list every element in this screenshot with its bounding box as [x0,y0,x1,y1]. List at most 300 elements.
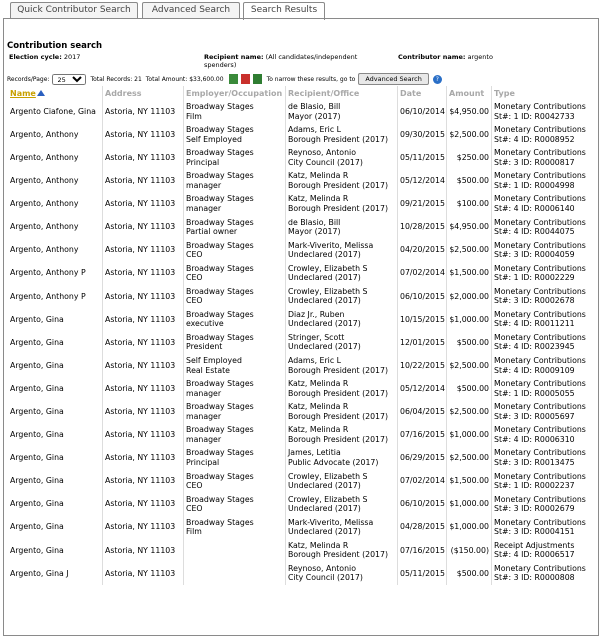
cell-recipient [286,169,398,192]
occupation-line: manager [186,411,222,421]
cell-type [492,354,587,377]
recipient-label: Recipient name: [204,53,264,61]
cell-type [492,262,587,285]
recipient-line[interactable]: Adams, Eric L [288,356,341,366]
cell-type [492,123,587,146]
print-icon[interactable] [229,74,238,84]
results-table [9,86,586,585]
occupation-line: CEO [186,250,203,260]
statement-id-line: St#: 1 ID: R0004998 [494,180,575,190]
employer-line: Broadway Stages [186,517,254,527]
sort-ascending-icon[interactable] [37,90,45,96]
statement-id-line: St#: 3 ID: R0004151 [494,527,575,537]
table-row [9,539,586,562]
table-row [9,123,586,146]
recipient-line[interactable]: Katz, Melinda R [288,425,349,435]
office-line: Undeclared (2017) [288,319,361,329]
type-line: Monetary Contributions [494,240,586,250]
tab-advanced-search[interactable]: Advanced Search [142,2,240,18]
cell-employer [184,400,286,423]
recipient-line[interactable]: Mark-Viverito, Melissa [288,240,374,250]
cell-type [492,100,587,123]
recipient-line[interactable]: James, Letitia [288,448,341,458]
recipient-line[interactable]: Katz, Melinda R [288,379,349,389]
occupation-line: manager [186,203,222,213]
column-header-amount[interactable]: Amount [447,86,492,100]
employer-line: Broadway Stages [186,240,254,250]
cell-employer [184,192,286,215]
statement-id-line: St#: 4 ID: R0006517 [494,550,575,560]
recipient-line[interactable]: Katz, Melinda R [288,540,349,550]
cell-address: Astoria, NY 11103 [103,446,184,469]
results-toolbar [7,72,442,86]
type-line: Monetary Contributions [494,171,586,181]
cell-type [492,146,587,169]
cell-date: 07/16/2015 [398,423,447,446]
cell-type [492,377,587,400]
cell-amount: $100.00 [447,192,492,215]
occupation-line: CEO [186,296,203,306]
occupation-line: Principal [186,457,220,467]
cell-recipient [286,446,398,469]
cell-date: 05/12/2014 [398,169,447,192]
recipient-line[interactable]: Katz, Melinda R [288,194,349,204]
cell-address: Astoria, NY 11103 [103,169,184,192]
office-line: City Council (2017) [288,573,363,583]
employer-line: Broadway Stages [186,263,254,273]
cell-date: 06/10/2015 [398,285,447,308]
cell-recipient [286,215,398,238]
table-row [9,285,586,308]
type-line: Monetary Contributions [494,148,586,158]
cell-type [492,423,587,446]
cell-address: Astoria, NY 11103 [103,285,184,308]
recipient-line[interactable]: de Blasio, Bill [288,102,341,112]
tab-search-results[interactable]: Search Results [243,2,325,20]
occupation-line: manager [186,434,222,444]
occupation-line: CEO [186,504,203,514]
employer-line: Broadway Stages [186,102,254,112]
type-line: Monetary Contributions [494,217,586,227]
cell-name[interactable]: Argento, Gina [9,539,103,562]
recipient-line[interactable]: Katz, Melinda R [288,402,349,412]
table-row [9,354,586,377]
cell-name[interactable]: Argento, Anthony [9,215,103,238]
cell-date: 10/22/2015 [398,354,447,377]
cell-employer [184,470,286,493]
office-line: Undeclared (2017) [288,296,361,306]
cell-employer [184,308,286,331]
cell-address: Astoria, NY 11103 [103,562,184,585]
advanced-search-button[interactable]: Advanced Search [358,73,429,85]
narrow-results-text: To narrow these results, go to [266,75,356,83]
cell-amount: $2,000.00 [447,285,492,308]
recipient-line[interactable]: Crowley, Elizabeth S [288,263,368,273]
cell-amount: $1,000.00 [447,423,492,446]
employer-line: Broadway Stages [186,309,254,319]
column-header-date[interactable]: Date [398,86,447,100]
cell-employer [184,377,286,400]
recipient-line[interactable]: Reynoso, Antonio [288,563,356,573]
cell-type [492,169,587,192]
cell-type [492,516,587,539]
cell-name[interactable]: Argento, Gina [9,446,103,469]
type-line: Monetary Contributions [494,356,586,366]
cell-date: 04/28/2015 [398,516,447,539]
type-line: Monetary Contributions [494,379,586,389]
cell-date: 10/15/2015 [398,308,447,331]
cell-amount: $500.00 [447,562,492,585]
cell-recipient [286,493,398,516]
cell-recipient [286,331,398,354]
cell-address: Astoria, NY 11103 [103,377,184,400]
cell-name[interactable]: Argento Ciafone, Gina [9,100,103,123]
cell-amount: $4,950.00 [447,215,492,238]
cell-employer [184,123,286,146]
cell-amount: $2,500.00 [447,123,492,146]
cell-employer [184,562,286,585]
type-line: Monetary Contributions [494,563,586,573]
cell-recipient [286,308,398,331]
cell-employer [184,146,286,169]
cell-date: 05/12/2014 [398,377,447,400]
statement-id-line: St#: 3 ID: R0002678 [494,296,575,306]
table-row [9,562,586,585]
cell-address: Astoria, NY 11103 [103,470,184,493]
statement-id-line: St#: 3 ID: R0000808 [494,573,575,583]
cell-employer [184,423,286,446]
employer-line: Broadway Stages [186,286,254,296]
table-row [9,192,586,215]
cell-address: Astoria, NY 11103 [103,146,184,169]
table-row [9,377,586,400]
type-line: Monetary Contributions [494,263,586,273]
cell-type [492,400,587,423]
recipient-line[interactable]: Crowley, Elizabeth S [288,471,368,481]
cell-type [492,446,587,469]
cell-employer [184,331,286,354]
office-line: Mayor (2017) [288,111,341,121]
excel-icon[interactable] [253,74,262,84]
office-line: Undeclared (2017) [288,504,361,514]
cell-amount: $500.00 [447,331,492,354]
cell-address: Astoria, NY 11103 [103,539,184,562]
cell-type [492,239,587,262]
statement-id-line: St#: 4 ID: R0006140 [494,203,575,213]
cell-amount: $1,000.00 [447,493,492,516]
column-header-recipient[interactable]: Recipient/Office [286,86,398,100]
office-line: Undeclared (2017) [288,481,361,491]
cell-name[interactable]: Argento, Anthony [9,123,103,146]
table-row [9,400,586,423]
records-per-page-select[interactable] [52,74,86,85]
table-row [9,446,586,469]
table-row [9,239,586,262]
cell-date: 04/20/2015 [398,239,447,262]
cell-address: Astoria, NY 11103 [103,308,184,331]
cell-name[interactable]: Argento, Anthony [9,239,103,262]
occupation-line: Self Employed [186,134,242,144]
recipient-line[interactable]: Stringer, Scott [288,332,345,342]
cell-address: Astoria, NY 11103 [103,493,184,516]
cell-type [492,331,587,354]
statement-id-line: St#: 4 ID: R0023945 [494,342,575,352]
employer-line: Broadway Stages [186,471,254,481]
office-line: Borough President (2017) [288,388,389,398]
pdf-icon[interactable] [241,74,250,84]
cell-recipient [286,516,398,539]
cell-amount: $2,500.00 [447,354,492,377]
total-records: Total Records: 21 [90,75,142,83]
employer-line: Broadway Stages [186,217,254,227]
occupation-line: Partial owner [186,227,238,237]
recipient-criteria [204,53,379,69]
cell-address: Astoria, NY 11103 [103,123,184,146]
cell-date: 06/10/2014 [398,100,447,123]
occupation-line: CEO [186,481,203,491]
cell-name[interactable]: Argento, Gina [9,377,103,400]
cell-name[interactable]: Argento, Gina [9,354,103,377]
cell-name[interactable]: Argento, Gina [9,516,103,539]
cell-name[interactable]: Argento, Anthony [9,146,103,169]
recipient-line[interactable]: Mark-Viverito, Melissa [288,517,374,527]
cell-employer [184,262,286,285]
table-row [9,331,586,354]
recipient-line[interactable]: Crowley, Elizabeth S [288,286,368,296]
tab-quick-contributor-search[interactable]: Quick Contributor Search [10,2,138,18]
employer-line: Broadway Stages [186,379,254,389]
employer-line: Broadway Stages [186,148,254,158]
cell-amount: $500.00 [447,377,492,400]
statement-id-line: St#: 1 ID: R0042733 [494,111,575,121]
election-cycle [9,53,80,61]
type-line: Monetary Contributions [494,102,586,112]
help-icon[interactable]: ? [433,75,442,84]
cell-employer [184,285,286,308]
occupation-line: CEO [186,273,203,283]
recipient-value: (All candidates/independent spenders) [204,53,358,69]
statement-id-line: St#: 1 ID: R0002237 [494,481,575,491]
cell-type [492,493,587,516]
type-line: Monetary Contributions [494,448,586,458]
page-title: Contribution search [7,41,103,51]
occupation-line: Film [186,527,202,537]
cell-address: Astoria, NY 11103 [103,262,184,285]
office-line: City Council (2017) [288,157,363,167]
office-line: Undeclared (2017) [288,273,361,283]
cell-amount: $1,000.00 [447,308,492,331]
occupation-line: Film [186,111,202,121]
type-line: Monetary Contributions [494,309,586,319]
cell-address: Astoria, NY 11103 [103,215,184,238]
cell-type [492,470,587,493]
occupation-line: Principal [186,157,220,167]
cell-address: Astoria, NY 11103 [103,100,184,123]
results-body [9,100,586,585]
type-line: Monetary Contributions [494,332,586,342]
cell-address: Astoria, NY 11103 [103,354,184,377]
contributor-criteria [398,53,493,61]
cell-recipient [286,539,398,562]
office-line: Undeclared (2017) [288,527,361,537]
office-line: Borough President (2017) [288,365,389,375]
cell-name[interactable]: Argento, Gina [9,423,103,446]
cell-amount: $2,500.00 [447,239,492,262]
table-row [9,308,586,331]
election-cycle-value: 2017 [63,53,81,61]
cell-address: Astoria, NY 11103 [103,331,184,354]
cell-recipient [286,400,398,423]
cell-recipient [286,423,398,446]
statement-id-line: St#: 3 ID: R0005697 [494,411,575,421]
statement-id-line: St#: 4 ID: R0011211 [494,319,575,329]
cell-amount: $1,000.00 [447,516,492,539]
office-line: Mayor (2017) [288,227,341,237]
table-row [9,516,586,539]
office-line: Borough President (2017) [288,203,389,213]
cell-employer [184,215,286,238]
employer-line: Broadway Stages [186,332,254,342]
cell-address: Astoria, NY 11103 [103,192,184,215]
occupation-line: President [186,342,223,352]
cell-amount: $500.00 [447,169,492,192]
cell-address: Astoria, NY 11103 [103,516,184,539]
recipient-line[interactable]: Katz, Melinda R [288,171,349,181]
table-row [9,169,586,192]
statement-id-line: St#: 3 ID: R0013475 [494,457,575,467]
cell-amount: $1,500.00 [447,262,492,285]
employer-line: Broadway Stages [186,194,254,204]
cell-type [492,285,587,308]
office-line: Borough President (2017) [288,180,389,190]
occupation-line: executive [186,319,224,329]
cell-name[interactable]: Argento, Anthony [9,169,103,192]
cell-employer [184,539,286,562]
type-line: Monetary Contributions [494,494,586,504]
cell-amount: $1,500.00 [447,470,492,493]
table-row [9,100,586,123]
cell-recipient [286,470,398,493]
cell-type [492,539,587,562]
records-per-page-label: Records/Page: [7,75,50,83]
total-amount: Total Amount: $33,600.00 [145,75,224,83]
cell-date: 06/29/2015 [398,446,447,469]
employer-line: Self Employed [186,356,242,366]
statement-id-line: St#: 3 ID: R0004059 [494,250,575,260]
table-row [9,146,586,169]
cell-recipient [286,562,398,585]
cell-address: Astoria, NY 11103 [103,423,184,446]
cell-recipient [286,354,398,377]
recipient-line[interactable]: Diaz Jr., Ruben [288,309,345,319]
occupation-line: manager [186,180,222,190]
cell-amount: ($150.00) [447,539,492,562]
employer-line: Broadway Stages [186,125,254,135]
table-row [9,262,586,285]
cell-amount: $2,500.00 [447,400,492,423]
cell-recipient [286,146,398,169]
cell-date: 05/11/2015 [398,146,447,169]
recipient-line[interactable]: Adams, Eric L [288,125,341,135]
occupation-line: Real Estate [186,365,230,375]
table-row [9,423,586,446]
type-line: Monetary Contributions [494,517,586,527]
column-header-employer[interactable]: Employer/Occupation [184,86,286,100]
recipient-line[interactable]: de Blasio, Bill [288,217,341,227]
office-line: Public Advocate (2017) [288,457,379,467]
contributor-value: argento [467,53,493,61]
table-row [9,470,586,493]
table-row [9,215,586,238]
cell-name[interactable]: Argento, Anthony [9,192,103,215]
cell-employer [184,516,286,539]
cell-address: Astoria, NY 11103 [103,239,184,262]
cell-employer [184,354,286,377]
employer-line: Broadway Stages [186,448,254,458]
cell-name[interactable]: Argento, Anthony P [9,285,103,308]
office-line: Borough President (2017) [288,411,389,421]
employer-line: Broadway Stages [186,494,254,504]
cell-date: 05/11/2015 [398,562,447,585]
cell-name[interactable]: Argento, Gina [9,331,103,354]
type-line: Monetary Contributions [494,402,586,412]
cell-name[interactable]: Argento, Gina [9,470,103,493]
cell-recipient [286,377,398,400]
cell-date: 09/30/2015 [398,123,447,146]
type-line: Monetary Contributions [494,125,586,135]
cell-type [492,562,587,585]
occupation-line: manager [186,388,222,398]
column-header-address[interactable]: Address [103,86,184,100]
cell-recipient [286,239,398,262]
cell-type [492,215,587,238]
cell-recipient [286,262,398,285]
statement-id-line: St#: 4 ID: R0008952 [494,134,575,144]
cell-name[interactable]: Argento, Gina [9,308,103,331]
cell-name[interactable]: Argento, Gina [9,400,103,423]
cell-employer [184,169,286,192]
type-line: Monetary Contributions [494,286,586,296]
cell-amount: $250.00 [447,146,492,169]
recipient-line[interactable]: Crowley, Elizabeth S [288,494,368,504]
type-line: Monetary Contributions [494,194,586,204]
tab-bar [0,2,600,19]
cell-name[interactable]: Argento, Anthony P [9,262,103,285]
type-line: Monetary Contributions [494,425,586,435]
table-header [9,86,586,100]
column-header-name[interactable] [9,86,103,100]
cell-date: 06/04/2015 [398,400,447,423]
cell-date: 07/02/2014 [398,470,447,493]
cell-date: 09/21/2015 [398,192,447,215]
cell-recipient [286,123,398,146]
recipient-line[interactable]: Reynoso, Antonio [288,148,356,158]
cell-name[interactable]: Argento, Gina [9,493,103,516]
cell-name[interactable]: Argento, Gina J [9,562,103,585]
statement-id-line: St#: 4 ID: R0044075 [494,227,575,237]
type-line: Monetary Contributions [494,471,586,481]
cell-date: 06/10/2015 [398,493,447,516]
election-cycle-label: Election cycle: [9,53,62,61]
office-line: Undeclared (2017) [288,250,361,260]
cell-amount: $2,500.00 [447,446,492,469]
cell-recipient [286,285,398,308]
cell-recipient [286,100,398,123]
statement-id-line: St#: 4 ID: R0006310 [494,434,575,444]
statement-id-line: St#: 4 ID: R0009109 [494,365,575,375]
cell-type [492,308,587,331]
column-header-type[interactable]: Type [494,88,515,98]
